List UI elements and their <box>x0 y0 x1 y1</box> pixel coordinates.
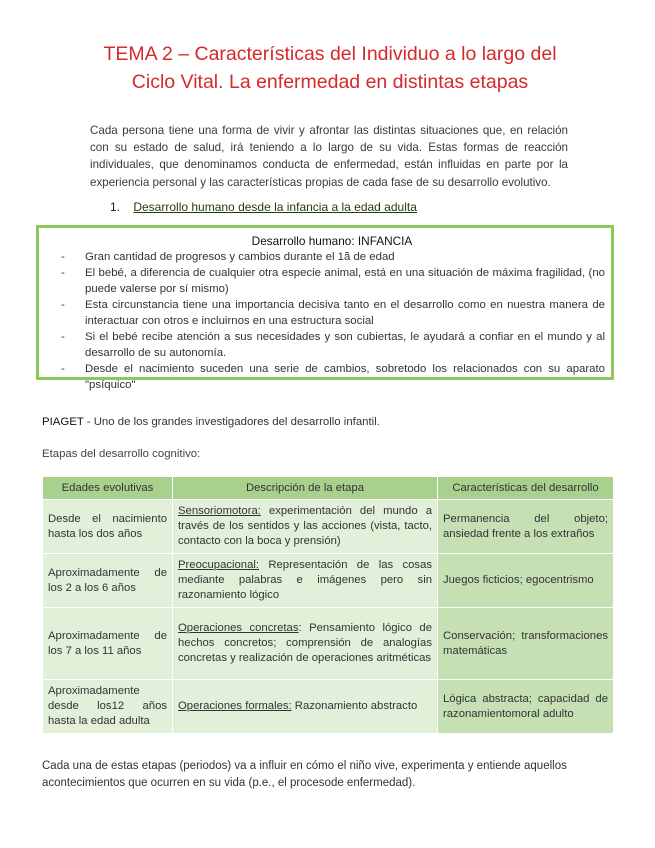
description-cell <box>173 680 438 734</box>
age-cell: Aproximadamente de los 2 a los 6 años <box>43 554 173 608</box>
description-cell <box>173 500 438 554</box>
stage-description: : Pensamiento lógico de hechos concretos; comprensión de analogías concretas y realización de operaciones aritméticas <box>178 622 432 664</box>
piaget-name: PIAGET <box>42 416 84 428</box>
age-cell: Aproximadamente de los 7 a los 11 años <box>43 608 173 680</box>
table-row <box>43 554 614 608</box>
stages-table <box>42 476 614 734</box>
stage-term: Preocupacional: <box>178 559 260 571</box>
infancia-list <box>59 249 605 393</box>
stage-description: Razonamiento abstracto <box>291 700 418 712</box>
intro-paragraph: Cada persona tiene una forma de vivir y afrontar las distintas situaciones que, en relación con su estado de salud, irá teniendo a lo largo de su vida. Estas formas de reacción individuales, que denominamos conducta de enfermedad, están influidas en parte por la experiencia personal y las características propias de cada fase de su desarrollo evolutivo. <box>90 124 568 189</box>
title-line-2: Ciclo Vital. La enfermedad en distintas etapas <box>131 71 529 93</box>
stages-intro: Etapas del desarrollo cognitivo: <box>42 448 201 460</box>
title-line-1: TEMA 2 – Características del Individuo a lo largo del <box>103 43 557 65</box>
description-cell <box>173 554 438 608</box>
table-row <box>43 500 614 554</box>
piaget-text: - Uno de los grandes investigadores del desarrollo infantil. <box>83 416 380 428</box>
list-item: - Si el bebé recibe atención a sus necesidades y son cubiertas, le ayudará a confiar en el mundo y al desarrollo de su autonomía. <box>59 329 605 361</box>
list-item: - Desde el nacimiento suceden una serie de cambios, sobretodo los relacionados con su aparato "psíquico" <box>59 361 605 393</box>
stage-description: Representación de las cosas mediante palabras e imágenes pero sin razonamiento lógico <box>178 559 432 601</box>
section-heading <box>110 200 417 214</box>
table-row <box>43 680 614 734</box>
characteristics-cell: Lógica abstracta; capacidad de razonamientomoral adulto <box>438 680 614 734</box>
age-cell: Aproximadamente desde los12 años hasta la edad adulta <box>43 680 173 734</box>
section-heading-text: Desarrollo humano desde la infancia a la edad adulta <box>133 200 417 214</box>
infancia-box <box>36 225 614 391</box>
page-title <box>60 40 600 96</box>
list-item: - El bebé, a diferencia de cualquier otra especie animal, está en una situación de máxima fragilidad, (no puede valerse por sí mismo) <box>59 265 605 297</box>
table-header-row <box>43 477 614 500</box>
age-cell: Desde el nacimiento hasta los dos años <box>43 500 173 554</box>
list-item: - Esta circunstancia tiene una importancia decisiva tanto en el desarrollo como en nuestra manera de interactuar con otros e incluirnos en una estructura social <box>59 297 605 329</box>
characteristics-cell: Permanencia del objeto; ansiedad frente a los extraños <box>438 500 614 554</box>
stage-description: experimentación del mundo a través de los sentidos y las acciones (vista, tacto, contacto con la boca y prensión) <box>178 505 432 547</box>
characteristics-cell: Conservación; transformaciones matemáticas <box>438 608 614 680</box>
stage-term: Operaciones formales: <box>178 700 292 712</box>
header-ages: Edades evolutivas <box>43 477 173 500</box>
section-number: 1. <box>110 200 121 214</box>
header-description: Descripción de la etapa <box>173 477 438 500</box>
description-cell <box>173 608 438 680</box>
header-characteristics: Características del desarrollo <box>438 477 614 500</box>
closing-paragraph: Cada una de estas etapas (periodos) va a influir en cómo el niño vive, experimenta y entiende aquellos acontecimientos que ocurren en su vida (p.e., el procesode enfermedad). <box>42 760 567 789</box>
characteristics-cell: Juegos ficticios; egocentrismo <box>438 554 614 608</box>
stage-term: Operaciones concretas <box>178 622 299 634</box>
piaget-paragraph <box>42 416 380 428</box>
stage-term: Sensoriomotora: <box>178 505 261 517</box>
table-row <box>43 608 614 680</box>
list-item: - Gran cantidad de progresos y cambios durante el 1ã de edad <box>59 249 605 265</box>
infancia-box-title: Desarrollo humano: INFANCIA <box>251 234 413 248</box>
